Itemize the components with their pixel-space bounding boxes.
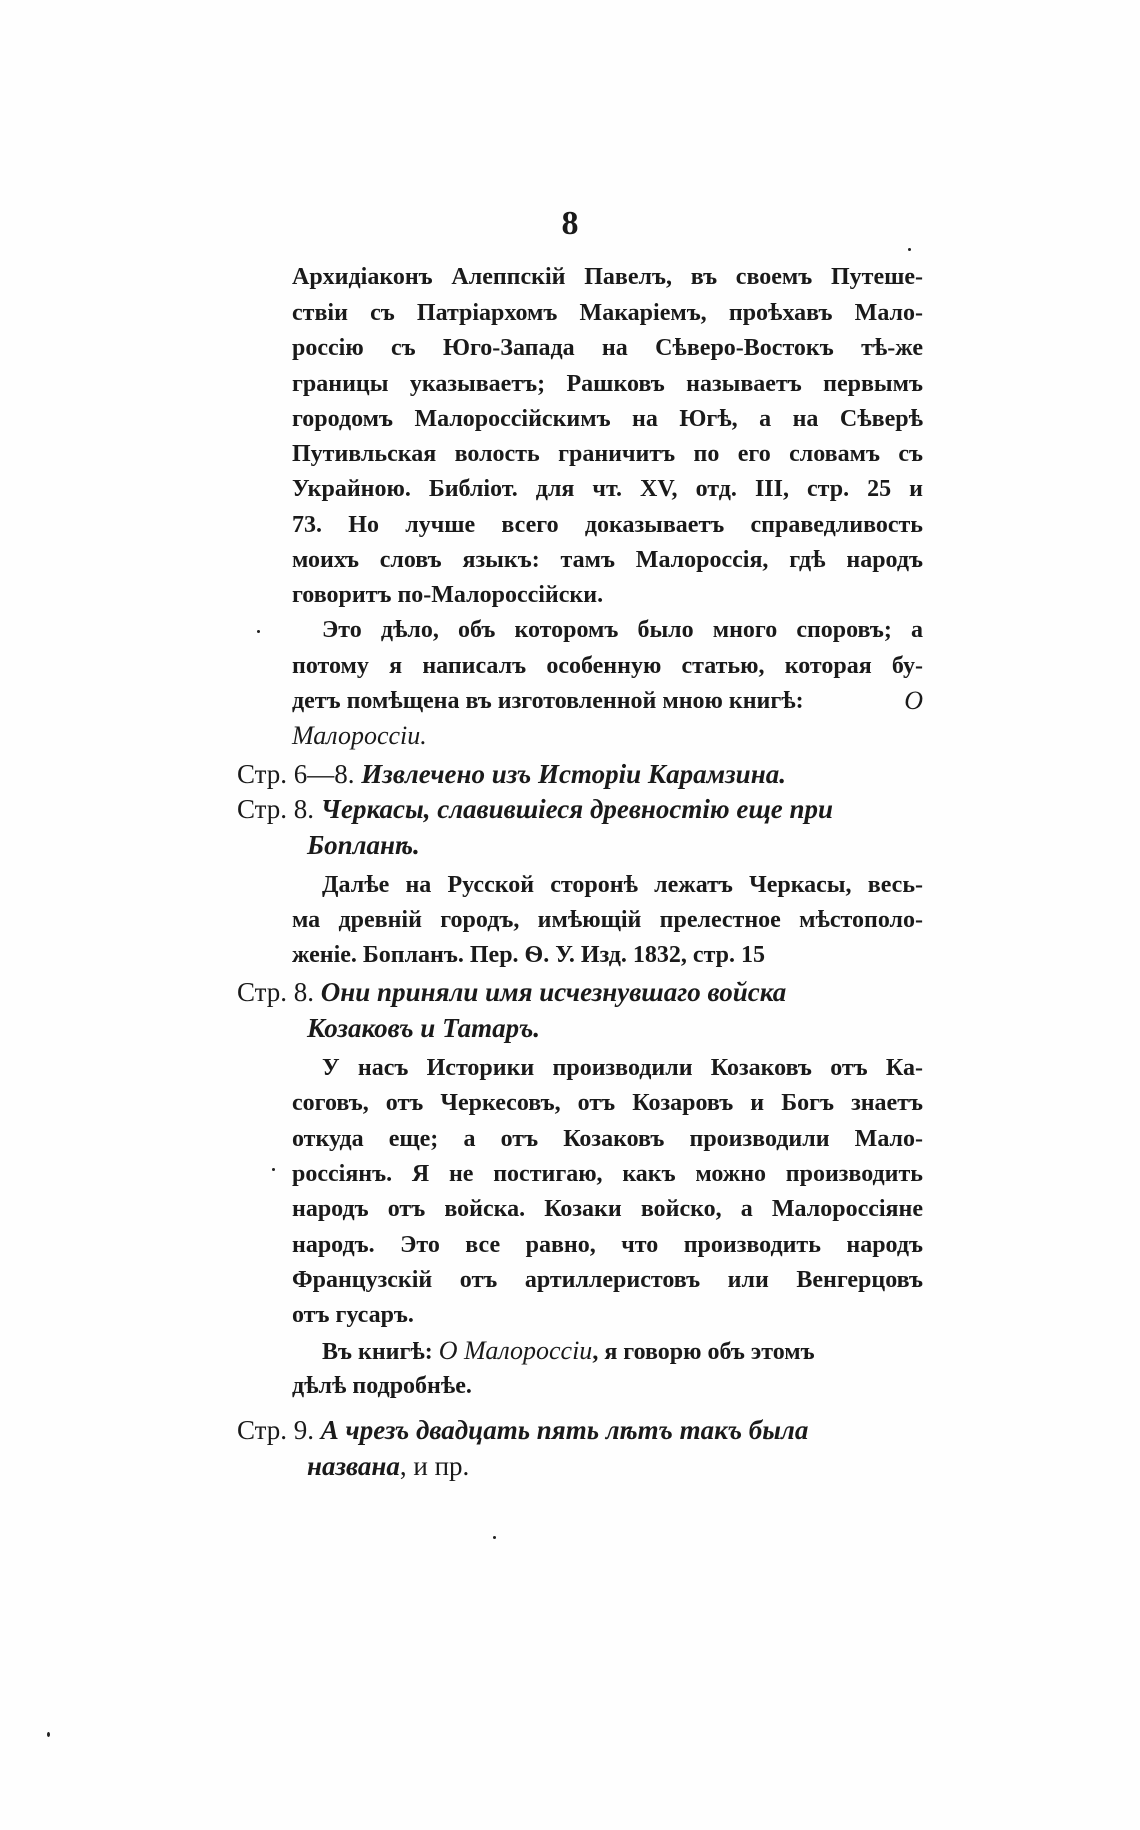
quoted-passage: Извлечено изъ Исторіи Карамзина. bbox=[361, 759, 786, 789]
text-line: потому я написалъ особенную статью, которая бу- bbox=[292, 653, 923, 679]
page-number: 8 bbox=[561, 205, 579, 242]
text-line bbox=[292, 686, 923, 716]
scan-speck bbox=[908, 248, 911, 251]
entry-line bbox=[237, 792, 923, 826]
text-line: моихъ словъ языкъ: тамъ Малороссія, гдѣ народъ bbox=[292, 547, 923, 573]
text-line: Украйною. Библіот. для чт. XV, отд. III, стр. 25 и bbox=[292, 476, 923, 502]
text-line: народъ. Это все равно, что производить народъ bbox=[292, 1232, 923, 1258]
page-reference: Стр. 6—8. bbox=[237, 759, 355, 789]
text-line: Архидіаконъ Алеппскій Павелъ, въ своемъ Путеше- bbox=[292, 264, 923, 290]
quoted-passage: Черкасы, славившіеся древностію еще при bbox=[320, 794, 834, 824]
text-line: народъ отъ войска. Козаки войско, а Малороссіяне bbox=[292, 1196, 923, 1222]
quoted-passage: Козаковъ и Татаръ. bbox=[307, 1013, 541, 1043]
text-line: городомъ Малороссійскимъ на Югѣ, а на Сѣверѣ bbox=[292, 406, 923, 432]
entry-line bbox=[307, 1449, 469, 1483]
quoted-passage: А чрезъ двадцать пять лѣтъ такъ была bbox=[320, 1415, 809, 1445]
quoted-passage: названа bbox=[307, 1451, 400, 1481]
text-span: детъ помѣщена въ изготовленной мною книгѣ: bbox=[292, 688, 804, 714]
text-span: , я говорю объ этомъ bbox=[592, 1339, 815, 1365]
scan-speck bbox=[47, 1732, 50, 1737]
text-line: отъ гусаръ. bbox=[292, 1302, 414, 1328]
entry-line bbox=[307, 1011, 540, 1045]
scan-speck bbox=[272, 1168, 275, 1171]
scan-speck bbox=[257, 630, 260, 633]
text-line: Путивльская волость граничитъ по его словамъ съ bbox=[292, 441, 923, 467]
text-line: откуда еще; а отъ Козаковъ производили Мало- bbox=[292, 1126, 923, 1152]
quoted-passage: Бопланѣ. bbox=[307, 830, 420, 860]
text-line: ствіи съ Патріархомъ Макаріемъ, проѣхавъ Мало- bbox=[292, 300, 923, 326]
text-line: У насъ Историки производили Козаковъ отъ Ка- bbox=[322, 1055, 923, 1081]
text-line: ма древній городъ, имѣющій прелестное мѣстополо- bbox=[292, 907, 923, 933]
text-line: Это дѣло, объ которомъ было много споровъ; а bbox=[322, 617, 923, 643]
entry-line bbox=[237, 757, 786, 791]
text-span: , и пр. bbox=[399, 1451, 470, 1481]
text-line: дѣлѣ подробнѣе. bbox=[292, 1373, 472, 1399]
text-line: говоритъ по-Малороссійски. bbox=[292, 582, 604, 608]
page-reference: Стр. 9. bbox=[237, 1415, 315, 1445]
text-line: Французскій отъ артиллеристовъ или Венгерцовъ bbox=[292, 1267, 923, 1293]
text-line: россіянъ. Я не постигаю, какъ можно производить bbox=[292, 1161, 923, 1187]
book-title-end: Малороссіи. bbox=[292, 721, 427, 750]
entry-line bbox=[237, 1413, 923, 1447]
text-span: Въ книгѣ: bbox=[322, 1339, 433, 1365]
text-line: женіе. Бопланъ. Пер. Ѳ. У. Изд. 1832, стр. 15 bbox=[292, 942, 766, 968]
text-line: россію съ Юго-Запада на Сѣверо-Востокъ тѣ-же bbox=[292, 335, 923, 361]
page-reference: Стр. 8. bbox=[237, 977, 315, 1007]
scan-speck bbox=[493, 1536, 496, 1539]
text-line: Далѣе на Русской сторонѣ лежатъ Черкасы, весь- bbox=[322, 872, 923, 898]
page-reference: Стр. 8. bbox=[237, 794, 315, 824]
text-line: границы указываетъ; Рашковъ называетъ первымъ bbox=[292, 371, 923, 397]
book-title-start: О bbox=[904, 686, 923, 715]
entry-line bbox=[307, 828, 420, 862]
text-line bbox=[322, 1336, 815, 1367]
text-line: 73. Но лучше всего доказываетъ справедливость bbox=[292, 512, 923, 538]
text-line: соговъ, отъ Черкесовъ, отъ Козаровъ и Богъ знаетъ bbox=[292, 1090, 923, 1116]
book-title: О Малороссіи bbox=[438, 1336, 593, 1365]
entry-line bbox=[237, 975, 786, 1009]
quoted-passage: Они приняли имя исчезнувшаго войска bbox=[320, 977, 787, 1007]
